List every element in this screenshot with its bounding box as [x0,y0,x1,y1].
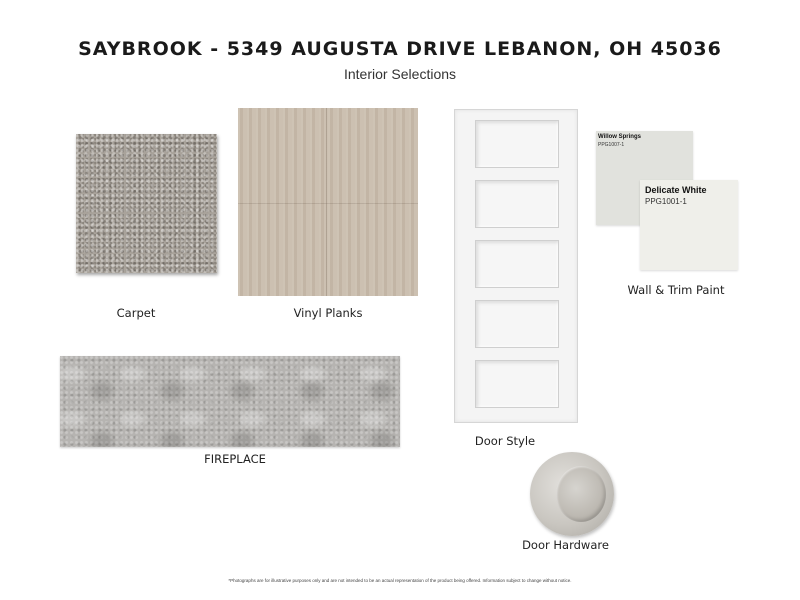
door-style-image [454,109,578,423]
door-panel [475,240,559,288]
disclaimer-footnote: *Photographs are for illustrative purposes only and are not intended to be an actual representation of the product being offered. Information subject to change without notice. [228,578,572,583]
paint-chip-name: Willow Springs [598,134,641,140]
door-panel [475,120,559,168]
door-panel [475,360,559,408]
door-panel [475,300,559,348]
door-panel [475,180,559,228]
paint-chip-delicate-white [640,180,738,270]
carpet-swatch [76,134,217,273]
paint-label: Wall & Trim Paint [627,283,725,297]
door-knob-image [530,452,614,536]
carpet-label: Carpet [116,306,156,320]
fireplace-label: FIREPLACE [204,452,266,466]
door-knob-face [556,466,606,522]
paint-chip-code: PPG1007-1 [598,142,625,148]
vinyl-planks-label: Vinyl Planks [293,306,363,320]
door-style-label: Door Style [474,434,536,448]
paint-chip-code: PPG1001-1 [645,197,687,206]
page-subtitle: Interior Selections [343,66,457,82]
fireplace-stone-swatch [60,356,400,447]
door-hardware-label: Door Hardware [522,538,609,552]
vinyl-plank-swatch [238,108,418,296]
page-title: SAYBROOK - 5349 AUGUSTA DRIVE LEBANON, OH 45036 [78,38,722,60]
paint-chip-name: Delicate White [645,185,707,195]
